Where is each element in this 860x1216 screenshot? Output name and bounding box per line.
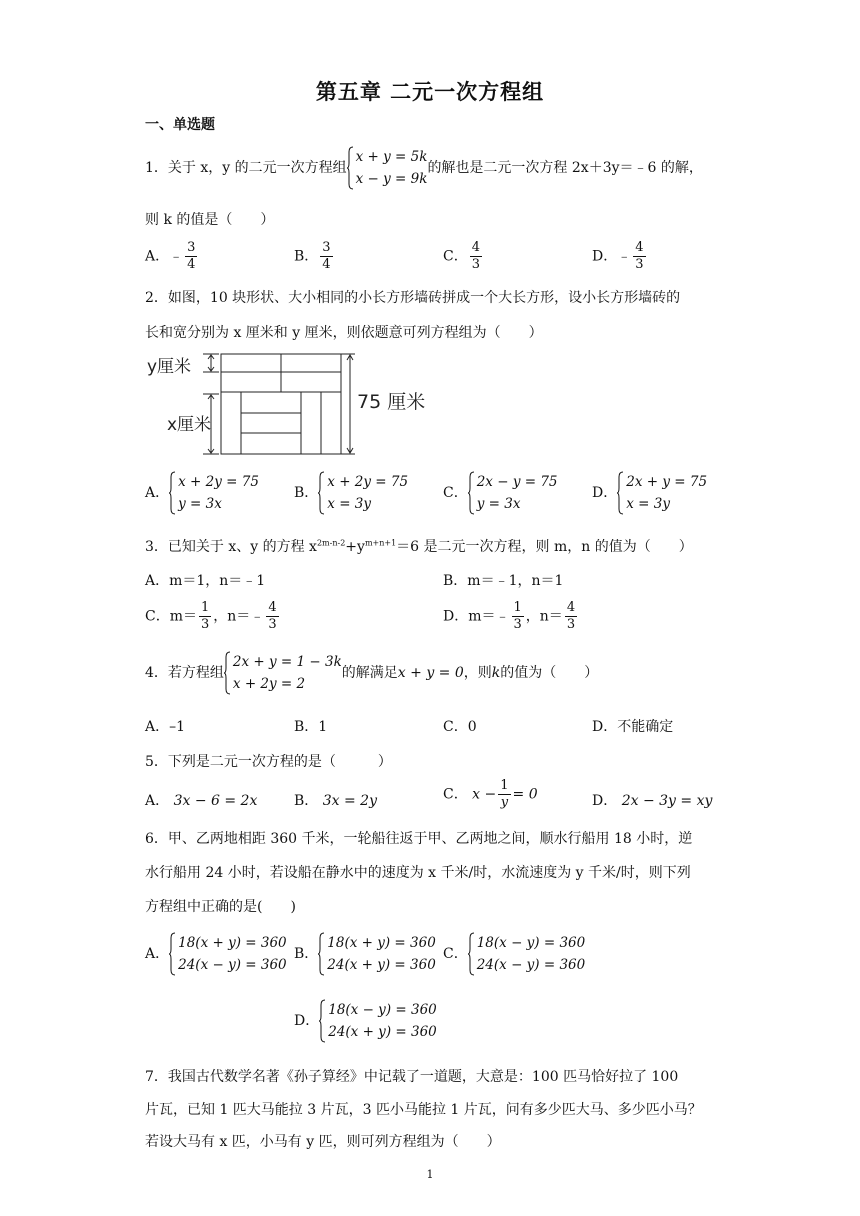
q5-option-a[interactable]: A． 3x − 6 = 2x <box>145 793 258 809</box>
fraction: $\frac{3}{4}$ <box>187 240 196 272</box>
equation-system: 2x − y = 75 y = 3x <box>468 471 558 515</box>
brace-icon <box>169 471 176 515</box>
question-1-stem: 1．关于 x，y 的二元一次方程组 x + y = 5k x − y = 9k 的解也是二元一次方程 2x＋3y＝﹣6 的解， <box>145 146 703 190</box>
brace-icon <box>468 471 475 515</box>
brace-icon <box>224 651 231 695</box>
y-label: y厘米 <box>147 357 192 377</box>
q6-option-d[interactable]: D． 18(x − y) = 360 24(x + y) = 360 <box>294 999 437 1043</box>
brace-icon <box>169 932 176 976</box>
q4-option-c[interactable]: C．0 <box>443 719 477 735</box>
brace-icon <box>318 471 325 515</box>
q1-option-a[interactable]: A．﹣ $\frac{3}{4}$ <box>145 240 196 272</box>
question-7-line1: 7．我国古代数学名著《孙子算经》中记载了一道题，大意是：100 匹马恰好拉了 100 <box>145 1069 679 1085</box>
q3-option-b[interactable]: B．m＝﹣1，n＝1 <box>443 573 564 589</box>
q2-option-a[interactable]: A． x + 2y = 75 y = 3x <box>145 471 259 515</box>
question-7-line2: 片瓦，已知 1 匹大马能拉 3 片瓦，3 匹小马能拉 1 片瓦，问有多少匹大马、多少匹小马？ <box>145 1102 702 1118</box>
equation-system: x + 2y = 75 x = 3y <box>318 471 408 515</box>
question-4-stem: 4．若方程组 2x + y = 1 − 3k x + 2y = 2 的解满足x + y = 0，则k的值为（ ） <box>145 651 598 695</box>
brace-icon <box>347 146 354 190</box>
fraction: $\frac{4}{3}$ <box>635 240 644 272</box>
fraction: $\frac{4}{3}$ <box>471 240 480 272</box>
height-label: 75 厘米 <box>357 391 425 413</box>
fraction: $\frac{3}{4}$ <box>322 240 331 272</box>
q4-option-b[interactable]: B．1 <box>294 719 328 735</box>
fraction: $\frac{1}{3}$ <box>513 600 522 632</box>
brace-icon <box>319 999 326 1043</box>
q3-option-c[interactable]: C．m＝ $\frac{1}{3}$ ，n＝﹣ $\frac{4}{3}$ <box>145 600 277 632</box>
brick-wall-figure <box>145 352 425 456</box>
section-heading: 一、单选题 <box>145 117 215 133</box>
q5-option-c[interactable]: C． x − $\frac{1}{y}$ = 0 <box>443 778 538 810</box>
equation-system: x + 2y = 75 y = 3x <box>169 471 259 515</box>
q5-option-b[interactable]: B． 3x = 2y <box>294 793 377 809</box>
q3-option-d[interactable]: D．m＝﹣ $\frac{1}{3}$ ，n＝ $\frac{4}{3}$ <box>443 600 576 632</box>
equation-system: x + y = 5k x − y = 9k <box>347 146 428 190</box>
chapter-title: 第五章 二元一次方程组 <box>315 80 545 104</box>
x-label: x厘米 <box>167 415 212 435</box>
brace-icon <box>468 932 475 976</box>
q4-option-a[interactable]: A．–1 <box>145 719 186 735</box>
equation-system: 18(x − y) = 360 24(x + y) = 360 <box>319 999 437 1043</box>
question-5-stem: 5．下列是二元一次方程的是（ ） <box>145 754 392 770</box>
question-1-line2: 则 k 的值是（ ） <box>145 212 275 228</box>
question-2-line2: 长和宽分别为 x 厘米和 y 厘米，则依题意可列方程组为（ ） <box>145 325 543 341</box>
equation-system: 2x + y = 75 x = 3y <box>617 471 707 515</box>
question-6-line3: 方程组中正确的是( ) <box>145 899 296 915</box>
fraction: $\frac{4}{3}$ <box>566 600 576 632</box>
question-2-line1: 2．如图，10 块形状、大小相同的小长方形墙砖拼成一个大长方形，设小长方形墙砖的 <box>145 290 681 306</box>
q2-option-c[interactable]: C． 2x − y = 75 y = 3x <box>443 471 558 515</box>
q2-option-b[interactable]: B． x + 2y = 75 x = 3y <box>294 471 408 515</box>
q3-option-a[interactable]: A．m＝1，n＝﹣1 <box>145 573 266 589</box>
q1-option-b[interactable]: B． $\frac{3}{4}$ <box>294 240 331 272</box>
q4-option-d[interactable]: D．不能确定 <box>592 719 674 735</box>
equation-system: 18(x − y) = 360 24(x − y) = 360 <box>468 932 586 976</box>
equation-system: 18(x + y) = 360 24(x − y) = 360 <box>169 932 287 976</box>
q6-option-c[interactable]: C． 18(x − y) = 360 24(x − y) = 360 <box>443 932 585 976</box>
fraction: $\frac{4}{3}$ <box>268 600 277 632</box>
question-7-line3: 若设大马有 x 匹，小马有 y 匹，则可列方程组为（ ） <box>145 1134 501 1150</box>
q1-option-c[interactable]: C． $\frac{4}{3}$ <box>443 240 480 272</box>
brace-icon <box>318 932 325 976</box>
equation-system: 2x + y = 1 − 3k x + 2y = 2 <box>224 651 342 695</box>
brace-icon <box>617 471 624 515</box>
q2-option-d[interactable]: D． 2x + y = 75 x = 3y <box>592 471 707 515</box>
page-number: 1 <box>426 1168 434 1181</box>
q6-option-a[interactable]: A． 18(x + y) = 360 24(x − y) = 360 <box>145 932 287 976</box>
q5-option-d[interactable]: D． 2x − 3y = xy <box>592 793 713 809</box>
question-6-line1: 6．甲、乙两地相距 360 千米，一轮船往返于甲、乙两地之间，顺水行船用 18 小时，逆 <box>145 831 693 847</box>
q1-option-d[interactable]: D．﹣ $\frac{4}{3}$ <box>592 240 644 272</box>
equation-system: 18(x + y) = 360 24(x + y) = 360 <box>318 932 436 976</box>
question-6-line2: 水行船用 24 小时，若设船在静水中的速度为 x 千米/时，水流速度为 y 千米/时，则下列 <box>145 865 691 881</box>
fraction: $\frac{1}{y}$ <box>500 778 509 810</box>
question-3-stem: 3．已知关于 x、y 的方程 $x^{2m-n-2}+y^{m+n+1}=6$ 是二元一次方程，则 m，n 的值为（ ） <box>145 538 693 555</box>
q6-option-b[interactable]: B． 18(x + y) = 360 24(x + y) = 360 <box>294 932 436 976</box>
fraction: $\frac{1}{3}$ <box>201 600 210 632</box>
